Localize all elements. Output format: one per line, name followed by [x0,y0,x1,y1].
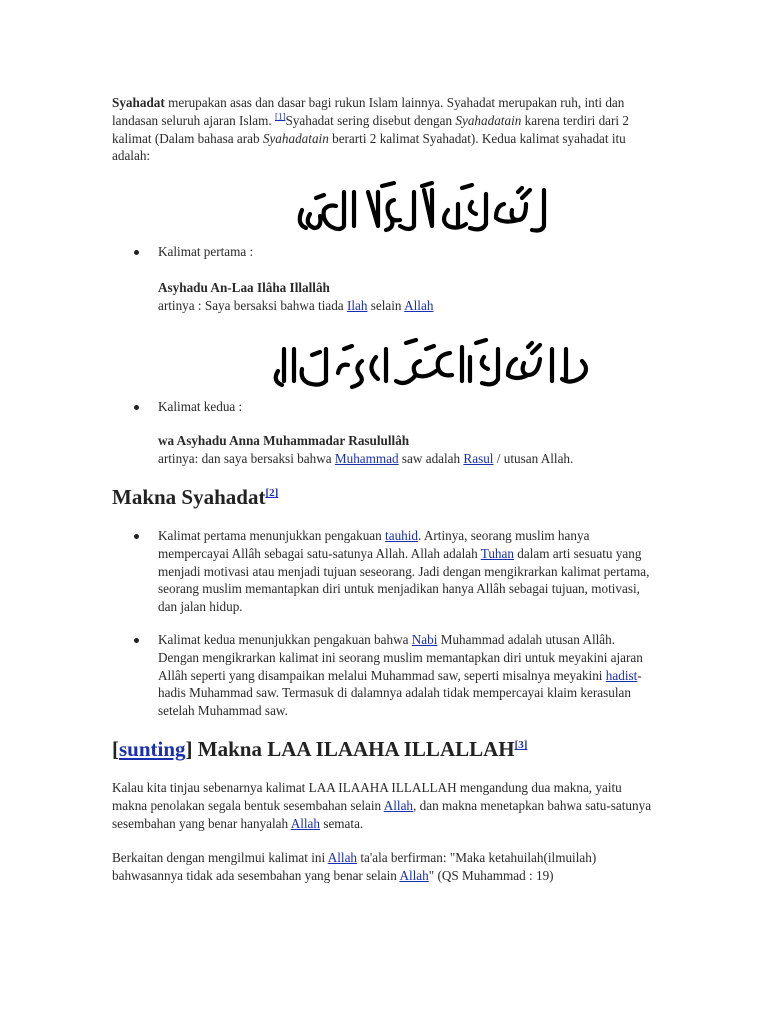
intro-paragraph [112,94,652,165]
link-allah-p1b[interactable]: Allah [290,815,321,831]
bullet-dot [134,534,139,539]
link-allah[interactable]: Allah [404,298,434,313]
kalimat1-meaning-text: artinya : Saya bersaksi bahwa tiada [158,298,347,313]
kalimat1-meaning-mid: selain [367,298,405,313]
makna-laa-p2-post: " (QS Muhammad : 19) [428,867,554,883]
link-muhammad[interactable]: Muhammad [334,451,399,466]
makna-b2-text: Kalimat kedua menunjukkan pengakuan bahwa [158,632,412,647]
link-allah-p1a[interactable]: Allah [383,797,414,813]
heading-makna-syahadat [112,484,278,510]
makna-b1-mid: . Artinya, seorang muslim hanya mempercayai Allâh sebagai satu-satunya Allah. Allah adalah [158,528,590,561]
arabic-calligraphy-shahada-1 [282,180,554,240]
kalimat2-meaning [158,450,658,468]
bracket-close: ] [185,737,193,761]
kalimat2-label: Kalimat kedua : [158,399,243,414]
arabic-calligraphy-shahada-2 [266,335,592,397]
bullet-dot [134,638,139,643]
bullet-dot [134,405,139,410]
link-ilah[interactable]: Ilah [346,298,368,313]
makna-laa-paragraph-1 [112,779,652,832]
bullet-kalimat-kedua [158,398,658,416]
intro-text-4: berarti 2 kalimat Syahadat). Kedua kalimat syahadat itu adalah: [112,130,626,164]
bullet-kalimat-pertama [158,243,658,261]
ref-link-2[interactable]: [2] [265,487,279,499]
kalimat1-transliteration [158,279,658,297]
intro-italic-2: Syahadatain [262,130,329,146]
link-nabi[interactable]: Nabi [411,632,438,647]
ref-link-1[interactable]: [1] [274,111,286,122]
makna-laa-paragraph-2 [112,849,652,885]
link-allah-p2b[interactable]: Allah [399,867,429,883]
makna-laa-p2-mid: ta'ala berfirman: "Maka ketahuilah(ilmuilah) bahwasannya tidak ada sesembahan yang benar selain [112,850,597,883]
kalimat2-transliteration [158,432,658,450]
makna-b1-text: Kalimat pertama menunjukkan pengakuan [158,528,386,543]
link-tauhid[interactable]: tauhid [385,528,419,543]
kalimat2-meaning-text: artinya: dan saya bersaksi bahwa [158,451,335,466]
heading-makna-laa-ilaaha [112,736,527,762]
heading-makna-laa-text: Makna LAA ILAAHA ILLALLAH [192,737,515,761]
kalimat1-meaning [158,297,658,315]
makna-b2-post: -hadis Muhammad saw. Termasuk di dalamnya adalah tidak mempercayai klaim kerasulan setelah Muhammad saw. [158,667,642,719]
bullet-dot [134,250,139,255]
link-rasul[interactable]: Rasul [463,451,494,466]
intro-text-1: merupakan asas dan dasar bagi rukun Islam lainnya. Syahadat merupakan ruh, inti dan landasan seluruh ajaran Islam. [112,95,625,128]
intro-term: Syahadat [112,95,165,110]
makna-laa-p1-text: Kalau kita tinjau sebenarnya kalimat LAA ILAAHA ILLALLAH mengandung dua makna, yaitu makna penolakan segala bentuk sesembahan selain [112,780,622,813]
makna-laa-p1-mid: , dan makna menetapkan bahwa satu-satunya sesembahan yang benar hanyalah [112,797,652,831]
makna-b2-mid: Muhammad adalah utusan Allâh. Dengan mengikrarkan kalimat ini seorang muslim memantapkan diri untuk meyakini ajaran Allâh seperti yang disampaikan melalui Muhammad saw, seperti misalnya meyakini [158,632,643,683]
ref-link-3[interactable]: [3] [514,739,528,751]
edit-link-sunting[interactable]: sunting [119,737,186,761]
intro-text-3: karena terdiri dari 2 kalimat (Dalam bahasa arab [112,112,629,146]
link-allah-p2a[interactable]: Allah [327,850,358,865]
intro-italic-1: Syahadatain [455,112,522,128]
kalimat2-meaning-post: / utusan Allah. [493,451,574,466]
kalimat1-label: Kalimat pertama : [158,244,254,259]
makna-laa-p2-text: Berkaitan dengan mengilmui kalimat ini [112,850,328,865]
makna-bullet-1 [158,527,658,616]
bracket-open: [ [112,737,119,761]
heading-makna-syahadat-text: Makna Syahadat [112,485,266,509]
makna-b1-post: dalam arti sesuatu yang menjadi motivasi atau menjadi tujuan seseorang. Jadi dengan mengikrarkan kalimat pertama, seorang muslim memantapkan diri untuk menjadikan hanya Allâh sebagai tujuan, motivasi, dan jalan hidup. [158,545,650,615]
kalimat2-meaning-mid: saw adalah [398,451,464,466]
makna-laa-p1-post: semata. [320,815,364,831]
kalimat1-bold: Asyhadu An-Laa Ilâha Illallâh [158,280,330,295]
intro-text-2: Syahadat sering disebut dengan [285,112,456,128]
link-tuhan[interactable]: Tuhan [480,545,514,561]
makna-bullet-2 [158,631,658,720]
link-hadist[interactable]: hadist [605,667,638,683]
kalimat2-bold: wa Asyhadu Anna Muhammadar Rasulullâh [158,433,410,448]
